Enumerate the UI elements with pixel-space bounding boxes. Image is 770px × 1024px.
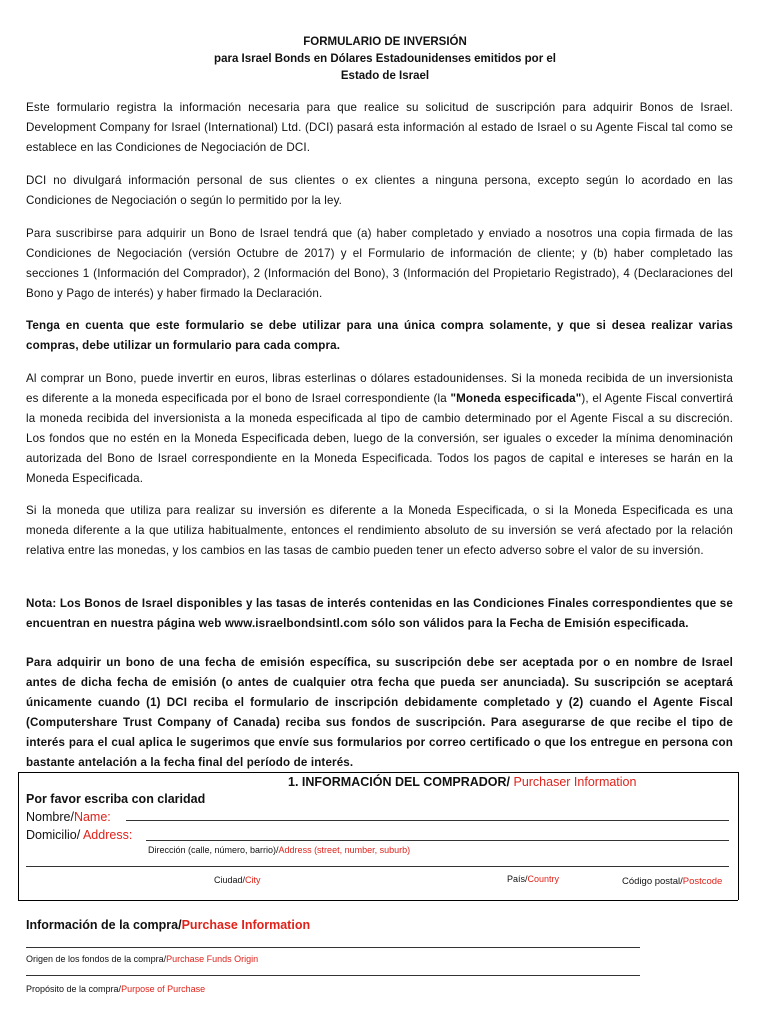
form-subtitle: para Israel Bonds en Dólares Estadounidenses emitidos por el: [214, 53, 556, 65]
purchaser-title-es: 1. INFORMACIÓN DEL COMPRADOR/: [288, 775, 514, 789]
write-clearly-instruction: Por favor escriba con claridad: [26, 792, 206, 806]
paragraph-subscription: Para suscribirse para adquirir un Bono de Israel tendrá que (a) haber completado y enviado a nosotros una copia firmada de las Condiciones de Negociación (versión Octubre de 2017) y el Formulario de información de cliente; y (b) haber completado las secciones 1 (Información del Comprador), 2 (Información del Bono), 3 (Información del Propietario Registrado), 4 (Declaraciones del Bono y Pago de interés) y haber firmado la Declaración.: [26, 227, 733, 300]
purchase-purpose-label: [26, 984, 205, 994]
country-label: [507, 874, 559, 884]
name-field[interactable]: [126, 820, 729, 821]
paragraph-privacy: DCI no divulgará información personal de sus clientes o ex clientes a ninguna persona, excepto según lo acordado en las Condiciones de Negociación o según lo permitido por la ley.: [26, 174, 733, 207]
purpose-label-en: Purpose of Purchase: [121, 984, 206, 994]
address-field[interactable]: [146, 840, 729, 841]
city-label-es: Ciudad/: [214, 875, 246, 885]
city-label-en: City: [245, 875, 261, 885]
currency-text-a: Al comprar un Bono, puede invertir en euros, libras esterlinas o dólares estadounidenses. Si la moneda recibida de un inversionista es diferente a la moneda especificada por el bono de Israel correspondiente (la: [26, 372, 733, 405]
paragraph-issue-date: Para adquirir un bono de una fecha de emisión específica, su suscripción debe ser aceptada por o en nombre de Israel antes de dicha fecha de emisión (o antes de cualquier otra fecha que pueda ser anunciada). Su suscripción se aceptará únicamente cuando (1) DCI reciba el formulario de inscripción debidamente completado y (2) cuando el Agente Fiscal (Computershare Trust Company of Canada) reciba sus fondos de suscripción. Para asegurarse de que recibe el tipo de interés para el cual aplica le sugerimos que envíe sus formularios por correo certificado o que los entregue en persona con bastante antelación a la fecha final del período de interés.: [26, 656, 733, 769]
postcode-label: [622, 876, 722, 887]
section-frame-right: [738, 772, 739, 900]
postcode-label-es: Código postal/: [622, 876, 683, 887]
currency-term: "Moneda especificada": [450, 392, 582, 405]
paragraph-currency: [26, 369, 733, 489]
name-label-en: Name:: [73, 810, 111, 824]
purchaser-title-en: Purchaser Information: [513, 775, 637, 789]
currency-text-c: ), el Agente Fiscal convertirá la moneda recibida del inversionista a la moneda especificada al tipo de cambio determinado por el Agente Fiscal a su discreción. Los fondos que no estén en la Moneda Especificada deben, luego de la conversión, ser iguales o exceder la mínima denominación autorizada del Bono de Israel correspondiente en la Moneda Especificada. Todos los pagos de capital e intereses se harán en la Moneda Especificada.: [26, 392, 733, 485]
paragraph-intro: Este formulario registra la información necesaria para que realice su solicitud de suscripción para adquirir Bonos de Israel. Development Company for Israel (International) Ltd. (DCI) pasará esta información al estado de Israel o su Agente Fiscal tal como se establece en las Condiciones de Negociación de DCI.: [26, 101, 733, 154]
purchase-purpose-field[interactable]: [26, 975, 640, 976]
purchaser-section-title: [288, 775, 636, 789]
form-title: FORMULARIO DE INVERSIÓN: [303, 36, 467, 48]
name-label: [26, 810, 111, 824]
paragraph-note: Nota: Los Bonos de Israel disponibles y las tasas de interés contenidas en las Condiciones Finales correspondientes que se encuentran en nuestra página web www.israelbondsintl.com sólo son válidos para la Fecha de Emisión especificada.: [26, 597, 733, 630]
purchase-title-es: Información de la compra/: [26, 918, 182, 932]
purchase-title-en: Purchase Information: [181, 918, 311, 932]
paragraph-single-purchase: Tenga en cuenta que este formulario se debe utilizar para una única compra solamente, y que si desea realizar varias compras, debe utilizar un formulario para cada compra.: [26, 319, 733, 352]
section-frame-left: [18, 772, 19, 900]
address-hint-es: Dirección (calle, número, barrio)/: [148, 845, 279, 855]
origin-label-es: Origen de los fondos de la compra/: [26, 954, 167, 964]
name-label-es: Nombre/: [26, 810, 74, 824]
postcode-label-en: Postcode: [682, 876, 723, 887]
country-label-es: País/: [507, 874, 528, 884]
address-label-en: Address:: [82, 828, 133, 842]
section-frame-top: [18, 772, 738, 773]
purchase-origin-label: [26, 954, 258, 964]
city-label: [214, 875, 261, 885]
address-hint: [148, 845, 410, 855]
address-hint-en: Address (street, number, suburb): [278, 845, 411, 855]
section-frame-bottom: [18, 900, 738, 901]
address-label-es: Domicilio/: [26, 828, 83, 842]
city-country-postcode-field[interactable]: [26, 866, 729, 867]
purchase-info-title: [26, 918, 310, 932]
paragraph-exchange-risk: Si la moneda que utiliza para realizar su inversión es diferente a la Moneda Especificada, o si la Moneda Especificada es una moneda diferente a la que utiliza habitualmente, entonces el rendimiento absoluto de su inversión se verá afectado por la relación relativa entre las monedas, y los cambios en las tasas de cambio pueden tener un efecto adverso sobre el valor de su inversión.: [26, 504, 733, 557]
purpose-label-es: Propósito de la compra/: [26, 984, 122, 994]
country-label-en: Country: [527, 874, 560, 884]
purchase-origin-field[interactable]: [26, 947, 640, 948]
form-header: [0, 34, 770, 85]
origin-label-en: Purchase Funds Origin: [166, 954, 259, 964]
address-label: [26, 828, 132, 842]
form-subtitle-2: Estado de Israel: [340, 70, 430, 82]
